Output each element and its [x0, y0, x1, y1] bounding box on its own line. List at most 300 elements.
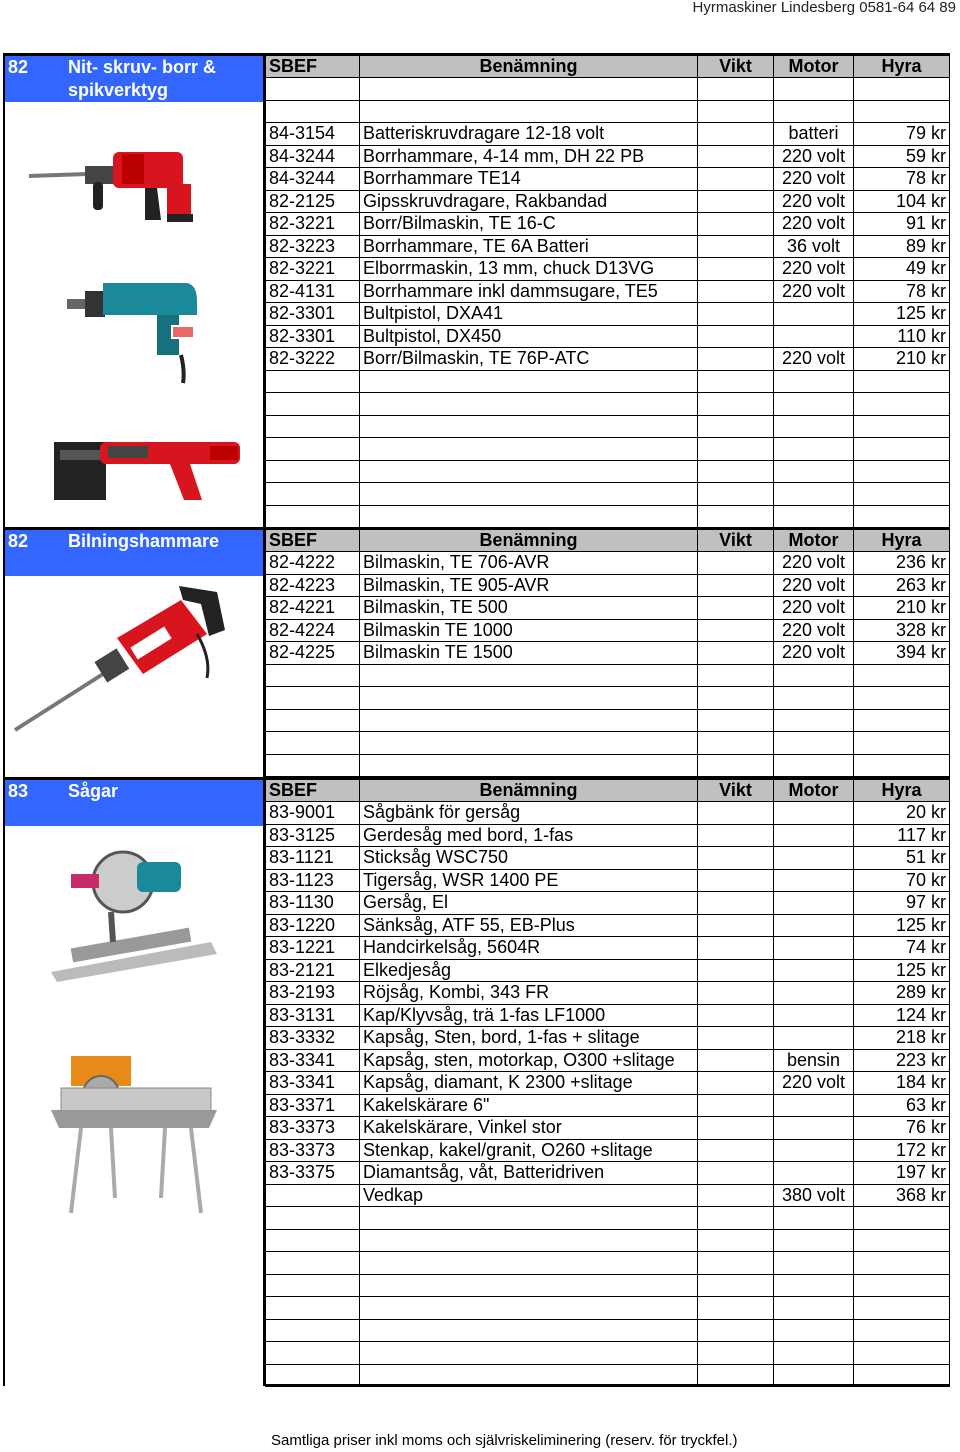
cell-rent: 125 kr: [854, 959, 950, 982]
cell-weight: [698, 303, 774, 326]
cell-rent: 76 kr: [854, 1117, 950, 1140]
table-row: [266, 1319, 950, 1342]
cell-rent: 125 kr: [854, 303, 950, 326]
cell-name: [360, 664, 698, 687]
table-row: [266, 552, 950, 575]
cell-weight: [698, 280, 774, 303]
cell-rent: 79 kr: [854, 123, 950, 146]
cell-sbef: 82-3221: [266, 213, 360, 236]
cell-name: [360, 370, 698, 393]
cell-rent: [854, 1229, 950, 1252]
cell-rent: 236 kr: [854, 552, 950, 575]
cell-sbef: [266, 709, 360, 732]
cell-weight: [698, 168, 774, 191]
cell-weight: [698, 325, 774, 348]
table-row: [266, 1297, 950, 1320]
cell-rent: [854, 732, 950, 755]
electric-drill-image: [67, 271, 207, 386]
cell-rent: [854, 505, 950, 528]
cell-name: Kakelskärare, Vinkel stor: [360, 1117, 698, 1140]
table-row: [266, 168, 950, 191]
cell-rent: [854, 1207, 950, 1230]
cell-motor: [774, 1094, 854, 1117]
cell-name: Elkedjesåg: [360, 959, 698, 982]
cell-rent: 63 kr: [854, 1094, 950, 1117]
cell-motor: [774, 505, 854, 528]
table-row: [266, 937, 950, 960]
cell-motor: [774, 460, 854, 483]
cell-rent: 328 kr: [854, 619, 950, 642]
cell-weight: [698, 460, 774, 483]
cell-motor: [774, 1207, 854, 1230]
cell-sbef: 83-2121: [266, 959, 360, 982]
cell-motor: [774, 1162, 854, 1185]
cell-name: Bilmaskin, TE 500: [360, 597, 698, 620]
cell-sbef: [266, 100, 360, 123]
cell-rent: [854, 664, 950, 687]
column-header-weight: Vikt: [698, 529, 774, 552]
cell-sbef: 83-1130: [266, 892, 360, 915]
cell-motor: [774, 1117, 854, 1140]
cell-weight: [698, 642, 774, 665]
cell-sbef: 83-3125: [266, 824, 360, 847]
cell-weight: [698, 1274, 774, 1297]
cell-weight: [698, 123, 774, 146]
cell-weight: [698, 1184, 774, 1207]
cell-motor: [774, 415, 854, 438]
cell-sbef: 82-3301: [266, 325, 360, 348]
cell-motor: [774, 1274, 854, 1297]
cell-weight: [698, 847, 774, 870]
cell-sbef: 82-4131: [266, 280, 360, 303]
cell-rent: 210 kr: [854, 597, 950, 620]
cell-sbef: 83-3375: [266, 1162, 360, 1185]
cell-rent: [854, 1342, 950, 1365]
cell-name: [360, 1297, 698, 1320]
cell-weight: [698, 869, 774, 892]
cell-sbef: 84-3154: [266, 123, 360, 146]
cell-name: [360, 1207, 698, 1230]
cell-sbef: 82-4224: [266, 619, 360, 642]
page-header: Hyrmaskiner Lindesberg 0581-64 64 89: [692, 0, 956, 16]
cell-name: Diamantsåg, våt, Batteridriven: [360, 1162, 698, 1185]
cell-name: Elborrmaskin, 13 mm, chuck D13VG: [360, 258, 698, 281]
cell-motor: 220 volt: [774, 280, 854, 303]
cell-rent: 172 kr: [854, 1139, 950, 1162]
cell-rent: 263 kr: [854, 574, 950, 597]
table-row: [266, 460, 950, 483]
table-row: [266, 1252, 950, 1275]
cell-name: [360, 732, 698, 755]
cell-sbef: [266, 415, 360, 438]
table-row: [266, 642, 950, 665]
section-heading: [5, 780, 263, 826]
column-header-rent: Hyra: [854, 529, 950, 552]
cell-weight: [698, 78, 774, 101]
cell-rent: [854, 460, 950, 483]
cell-sbef: 82-3223: [266, 235, 360, 258]
table-row: [266, 258, 950, 281]
cell-weight: [698, 914, 774, 937]
rotary-hammer-image: [27, 144, 197, 224]
cell-motor: 220 volt: [774, 597, 854, 620]
cell-name: Kakelskärare 6": [360, 1094, 698, 1117]
cell-weight: [698, 1297, 774, 1320]
table-row: [266, 438, 950, 461]
column-header-rent: Hyra: [854, 55, 950, 78]
table-row: [266, 574, 950, 597]
cell-weight: [698, 1207, 774, 1230]
cell-rent: [854, 754, 950, 777]
cell-sbef: [266, 1274, 360, 1297]
cell-sbef: 84-3244: [266, 168, 360, 191]
cell-sbef: [266, 754, 360, 777]
table-row: [266, 982, 950, 1005]
cell-weight: [698, 393, 774, 416]
cell-weight: [698, 687, 774, 710]
table-row: [266, 1162, 950, 1185]
section-title: Sågar: [68, 781, 119, 801]
cell-motor: 220 volt: [774, 642, 854, 665]
table-row: [266, 709, 950, 732]
cell-weight: [698, 100, 774, 123]
cell-name: [360, 415, 698, 438]
table-row: [266, 619, 950, 642]
cell-motor: [774, 664, 854, 687]
section-heading: [5, 56, 263, 102]
cell-name: Bultpistol, DX450: [360, 325, 698, 348]
cell-rent: 117 kr: [854, 824, 950, 847]
table-row: [266, 415, 950, 438]
cell-name: [360, 483, 698, 506]
table-row: [266, 123, 950, 146]
cell-name: Tigersåg, WSR 1400 PE: [360, 869, 698, 892]
cell-motor: [774, 78, 854, 101]
cell-rent: 184 kr: [854, 1072, 950, 1095]
cell-motor: [774, 1139, 854, 1162]
cell-sbef: 83-1123: [266, 869, 360, 892]
cell-sbef: [266, 1252, 360, 1275]
table-header-row: [266, 529, 950, 552]
cell-name: [360, 438, 698, 461]
table-row: [266, 687, 950, 710]
cell-motor: [774, 303, 854, 326]
cell-weight: [698, 1139, 774, 1162]
cell-motor: 220 volt: [774, 348, 854, 371]
cell-weight: [698, 438, 774, 461]
cell-rent: 78 kr: [854, 168, 950, 191]
cell-weight: [698, 732, 774, 755]
cell-weight: [698, 213, 774, 236]
table-row: [266, 235, 950, 258]
table-row: [266, 78, 950, 101]
cell-name: Gipsskruvdragare, Rakbandad: [360, 190, 698, 213]
cell-name: Borrhammare, 4-14 mm, DH 22 PB: [360, 145, 698, 168]
cell-sbef: [266, 78, 360, 101]
cell-motor: bensin: [774, 1049, 854, 1072]
cell-motor: batteri: [774, 123, 854, 146]
cell-sbef: [266, 1184, 360, 1207]
cell-name: [360, 1274, 698, 1297]
cell-motor: [774, 1252, 854, 1275]
cell-rent: 74 kr: [854, 937, 950, 960]
cell-sbef: 83-1121: [266, 847, 360, 870]
cell-motor: 220 volt: [774, 552, 854, 575]
cell-sbef: 84-3244: [266, 145, 360, 168]
cell-sbef: [266, 370, 360, 393]
table-row: [266, 1207, 950, 1230]
cell-name: Kap/Klyvsåg, trä 1-fas LF1000: [360, 1004, 698, 1027]
cell-name: [360, 100, 698, 123]
cell-rent: 49 kr: [854, 258, 950, 281]
table-row: [266, 1184, 950, 1207]
cell-name: Borr/Bilmaskin, TE 76P-ATC: [360, 348, 698, 371]
section-title: Nit- skruv- borr & spikverktyg: [68, 57, 217, 100]
cell-name: [360, 1252, 698, 1275]
cell-rent: [854, 483, 950, 506]
cell-weight: [698, 1004, 774, 1027]
cell-sbef: [266, 687, 360, 710]
cell-name: Borr/Bilmaskin, TE 16-C: [360, 213, 698, 236]
cell-name: Borrhammare TE14: [360, 168, 698, 191]
cell-sbef: [266, 664, 360, 687]
price-table-demolition: [265, 527, 950, 777]
table-row: [266, 1004, 950, 1027]
cell-name: [360, 393, 698, 416]
cell-sbef: 82-4223: [266, 574, 360, 597]
cell-motor: [774, 325, 854, 348]
cell-sbef: 83-2193: [266, 982, 360, 1005]
cell-motor: [774, 937, 854, 960]
cell-rent: 20 kr: [854, 802, 950, 825]
column-header-sbef: SBEF: [266, 529, 360, 552]
cell-motor: [774, 732, 854, 755]
cell-weight: [698, 235, 774, 258]
cell-motor: [774, 1027, 854, 1050]
cell-rent: [854, 393, 950, 416]
cell-weight: [698, 824, 774, 847]
table-bottom-border: [265, 1384, 949, 1386]
table-row: [266, 190, 950, 213]
cell-motor: [774, 914, 854, 937]
cell-name: Röjsåg, Kombi, 343 FR: [360, 982, 698, 1005]
cell-sbef: [266, 483, 360, 506]
cell-rent: 91 kr: [854, 213, 950, 236]
section-demolition-hammers: [3, 527, 949, 777]
page-footer: Samtliga priser inkl moms och självriskeliminering (reserv. för tryckfel.): [271, 1432, 738, 1449]
table-row: [266, 303, 950, 326]
table-row: [266, 824, 950, 847]
cell-name: Bilmaskin, TE 905-AVR: [360, 574, 698, 597]
cell-weight: [698, 664, 774, 687]
cell-name: Sänksåg, ATF 55, EB-Plus: [360, 914, 698, 937]
table-row: [266, 348, 950, 371]
cell-name: Sticksåg WSC750: [360, 847, 698, 870]
cell-weight: [698, 982, 774, 1005]
cell-motor: [774, 100, 854, 123]
column-header-weight: Vikt: [698, 55, 774, 78]
table-row: [266, 483, 950, 506]
cell-rent: [854, 438, 950, 461]
cell-sbef: 82-3221: [266, 258, 360, 281]
cell-motor: 36 volt: [774, 235, 854, 258]
cell-sbef: [266, 1342, 360, 1365]
cell-weight: [698, 348, 774, 371]
cell-sbef: [266, 732, 360, 755]
cell-name: [360, 1319, 698, 1342]
cell-weight: [698, 145, 774, 168]
cell-sbef: 83-1221: [266, 937, 360, 960]
table-row: [266, 145, 950, 168]
table-row: [266, 869, 950, 892]
table-row: [266, 802, 950, 825]
cell-weight: [698, 483, 774, 506]
cell-sbef: 83-3373: [266, 1117, 360, 1140]
cell-motor: 220 volt: [774, 574, 854, 597]
cell-name: Bilmaskin TE 1500: [360, 642, 698, 665]
cell-rent: 218 kr: [854, 1027, 950, 1050]
cell-motor: 220 volt: [774, 190, 854, 213]
table-row: [266, 505, 950, 528]
cell-name: [360, 505, 698, 528]
cell-motor: 220 volt: [774, 168, 854, 191]
table-row: [266, 1094, 950, 1117]
column-header-name: Benämning: [360, 55, 698, 78]
cell-name: [360, 1229, 698, 1252]
cell-weight: [698, 552, 774, 575]
cell-motor: [774, 483, 854, 506]
cell-rent: 368 kr: [854, 1184, 950, 1207]
cell-weight: [698, 1252, 774, 1275]
cell-motor: 220 volt: [774, 1072, 854, 1095]
cell-rent: [854, 709, 950, 732]
nail-gun-image: [50, 428, 245, 508]
table-row: [266, 213, 950, 236]
cell-sbef: [266, 460, 360, 483]
cell-name: Kapsåg, diamant, K 2300 +slitage: [360, 1072, 698, 1095]
cell-motor: 220 volt: [774, 145, 854, 168]
table-row: [266, 754, 950, 777]
cell-rent: 78 kr: [854, 280, 950, 303]
table-row: [266, 664, 950, 687]
cell-weight: [698, 802, 774, 825]
column-header-motor: Motor: [774, 55, 854, 78]
cell-motor: [774, 393, 854, 416]
cell-name: Gersåg, El: [360, 892, 698, 915]
table-row: [266, 1139, 950, 1162]
cell-rent: 104 kr: [854, 190, 950, 213]
cell-motor: 380 volt: [774, 1184, 854, 1207]
section-number: 82: [8, 57, 29, 77]
cell-motor: [774, 709, 854, 732]
table-row: [266, 100, 950, 123]
cell-name: [360, 754, 698, 777]
cell-motor: [774, 959, 854, 982]
cell-sbef: [266, 1229, 360, 1252]
section-drills: [3, 53, 949, 527]
stone-saw-image: [41, 1048, 227, 1218]
table-row: [266, 1117, 950, 1140]
column-header-motor: Motor: [774, 529, 854, 552]
cell-motor: 220 volt: [774, 258, 854, 281]
section-image-column: [3, 777, 265, 1386]
cell-rent: [854, 1274, 950, 1297]
cell-weight: [698, 258, 774, 281]
cell-sbef: 83-3341: [266, 1049, 360, 1072]
section-number: 83: [8, 781, 29, 801]
cell-name: [360, 687, 698, 710]
cell-weight: [698, 1319, 774, 1342]
cell-name: Borrhammare inkl dammsugare, TE5: [360, 280, 698, 303]
cell-weight: [698, 1342, 774, 1365]
table-row: [266, 892, 950, 915]
price-table-saws: [265, 777, 950, 1387]
cell-motor: [774, 869, 854, 892]
table-header-row: [266, 55, 950, 78]
cell-weight: [698, 1072, 774, 1095]
cell-motor: [774, 370, 854, 393]
cell-name: [360, 1342, 698, 1365]
cell-weight: [698, 1027, 774, 1050]
column-header-sbef: SBEF: [266, 55, 360, 78]
table-row: [266, 959, 950, 982]
cell-weight: [698, 1117, 774, 1140]
cell-motor: [774, 1004, 854, 1027]
cell-name: Sågbänk för gersåg: [360, 802, 698, 825]
cell-weight: [698, 1229, 774, 1252]
cell-weight: [698, 619, 774, 642]
cell-rent: 210 kr: [854, 348, 950, 371]
cell-rent: 89 kr: [854, 235, 950, 258]
table-row: [266, 1072, 950, 1095]
table-row: [266, 847, 950, 870]
cell-name: Batteriskruvdragare 12-18 volt: [360, 123, 698, 146]
cell-name: Gerdesåg med bord, 1-fas: [360, 824, 698, 847]
cell-sbef: 82-4225: [266, 642, 360, 665]
cell-motor: [774, 892, 854, 915]
table-row: [266, 1049, 950, 1072]
demolition-hammer-image: [11, 578, 229, 738]
cell-sbef: 82-4221: [266, 597, 360, 620]
cell-motor: 220 volt: [774, 619, 854, 642]
cell-weight: [698, 1049, 774, 1072]
section-saws: [3, 777, 949, 1386]
cell-weight: [698, 892, 774, 915]
cell-weight: [698, 505, 774, 528]
cell-sbef: 83-1220: [266, 914, 360, 937]
column-header-name: Benämning: [360, 779, 698, 802]
cell-rent: [854, 687, 950, 710]
cell-sbef: 82-3301: [266, 303, 360, 326]
cell-name: Bultpistol, DXA41: [360, 303, 698, 326]
table-row: [266, 1027, 950, 1050]
cell-weight: [698, 574, 774, 597]
cell-motor: [774, 1319, 854, 1342]
cell-rent: 51 kr: [854, 847, 950, 870]
cell-rent: 124 kr: [854, 1004, 950, 1027]
cell-sbef: 83-3332: [266, 1027, 360, 1050]
cell-weight: [698, 754, 774, 777]
cell-weight: [698, 937, 774, 960]
cell-sbef: [266, 393, 360, 416]
table-row: [266, 1229, 950, 1252]
column-header-weight: Vikt: [698, 779, 774, 802]
column-header-sbef: SBEF: [266, 779, 360, 802]
cell-sbef: 83-3371: [266, 1094, 360, 1117]
cell-rent: [854, 1252, 950, 1275]
cell-sbef: [266, 1297, 360, 1320]
cell-motor: [774, 1229, 854, 1252]
